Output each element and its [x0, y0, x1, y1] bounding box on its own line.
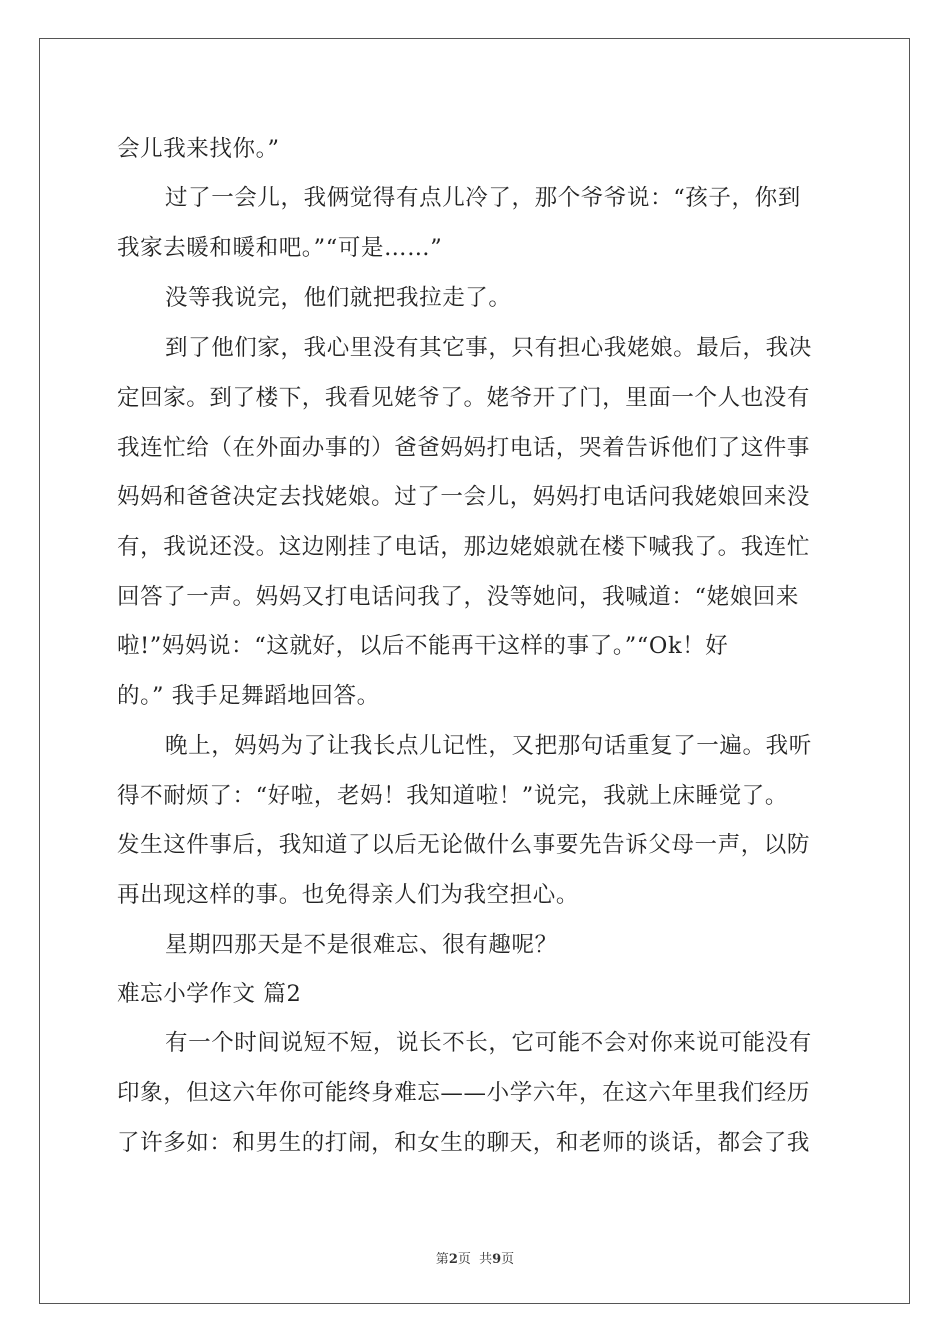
text-line: 再出现这样的事。也免得亲人们为我空担心。: [117, 882, 580, 908]
text-line: 的。” 我手足舞蹈地回答。: [117, 683, 380, 709]
text-line: 到了他们家，我心里没有其它事，只有担心我姥娘。最后，我决: [165, 335, 812, 361]
text-line: 啦!”妈妈说：“这就好，以后不能再干这样的事了。”“Ok！好: [117, 633, 729, 659]
text-line: 定回家。到了楼下，我看见姥爷了。姥爷开了门，里面一个人也没有: [117, 385, 811, 411]
text-line: 过了一会儿，我俩觉得有点儿冷了，那个爷爷说：“孩子，你到: [165, 185, 801, 211]
text-line: 有，我说还没。这边刚挂了电话，那边姥娘就在楼下喊我了。我连忙: [117, 534, 811, 560]
text-line: 得不耐烦了：“好啦，老妈！我知道啦！”说完，我就上床睡觉了。: [117, 783, 789, 809]
footer-page-number: 2: [448, 1252, 458, 1267]
section-heading: 难忘小学作文 篇2: [117, 981, 302, 1007]
footer-prefix: 第: [435, 1252, 449, 1267]
text-line: 我连忙给（在外面办事的）爸爸妈妈打电话，哭着告诉他们了这件事: [117, 435, 811, 461]
footer-middle: 页 共: [457, 1252, 493, 1267]
text-line: 了许多如：和男生的打闹，和女生的聊天，和老师的谈话，都会了我: [117, 1130, 811, 1156]
text-line: 没等我说完，他们就把我拉走了。: [165, 285, 512, 311]
page-footer: [0, 1248, 950, 1267]
footer-total-pages: 9: [492, 1252, 502, 1267]
text-line: 星期四那天是不是很难忘、很有趣呢？: [165, 932, 558, 958]
text-line: 我家去暖和暖和吧。”“可是……”: [117, 235, 443, 261]
text-line: 妈妈和爸爸决定去找姥娘。过了一会儿，妈妈打电话问我姥娘回来没: [117, 484, 811, 510]
text-line: 会儿我来找你。”: [117, 136, 280, 162]
text-line: 有一个时间说短不短，说长不长，它可能不会对你来说可能没有: [165, 1030, 812, 1056]
text-line: 回答了一声。妈妈又打电话问我了，没等她问，我喊道：“姥娘回来: [117, 584, 800, 610]
page-frame: [39, 38, 910, 1304]
text-line: 发生这件事后，我知道了以后无论做什么事要先告诉父母一声，以防: [117, 832, 811, 858]
footer-suffix: 页: [501, 1252, 515, 1267]
text-line: 印象，但这六年你可能终身难忘——小学六年，在这六年里我们经历: [117, 1080, 811, 1106]
text-line: 晚上，妈妈为了让我长点儿记性，又把那句话重复了一遍。我听: [165, 733, 812, 759]
